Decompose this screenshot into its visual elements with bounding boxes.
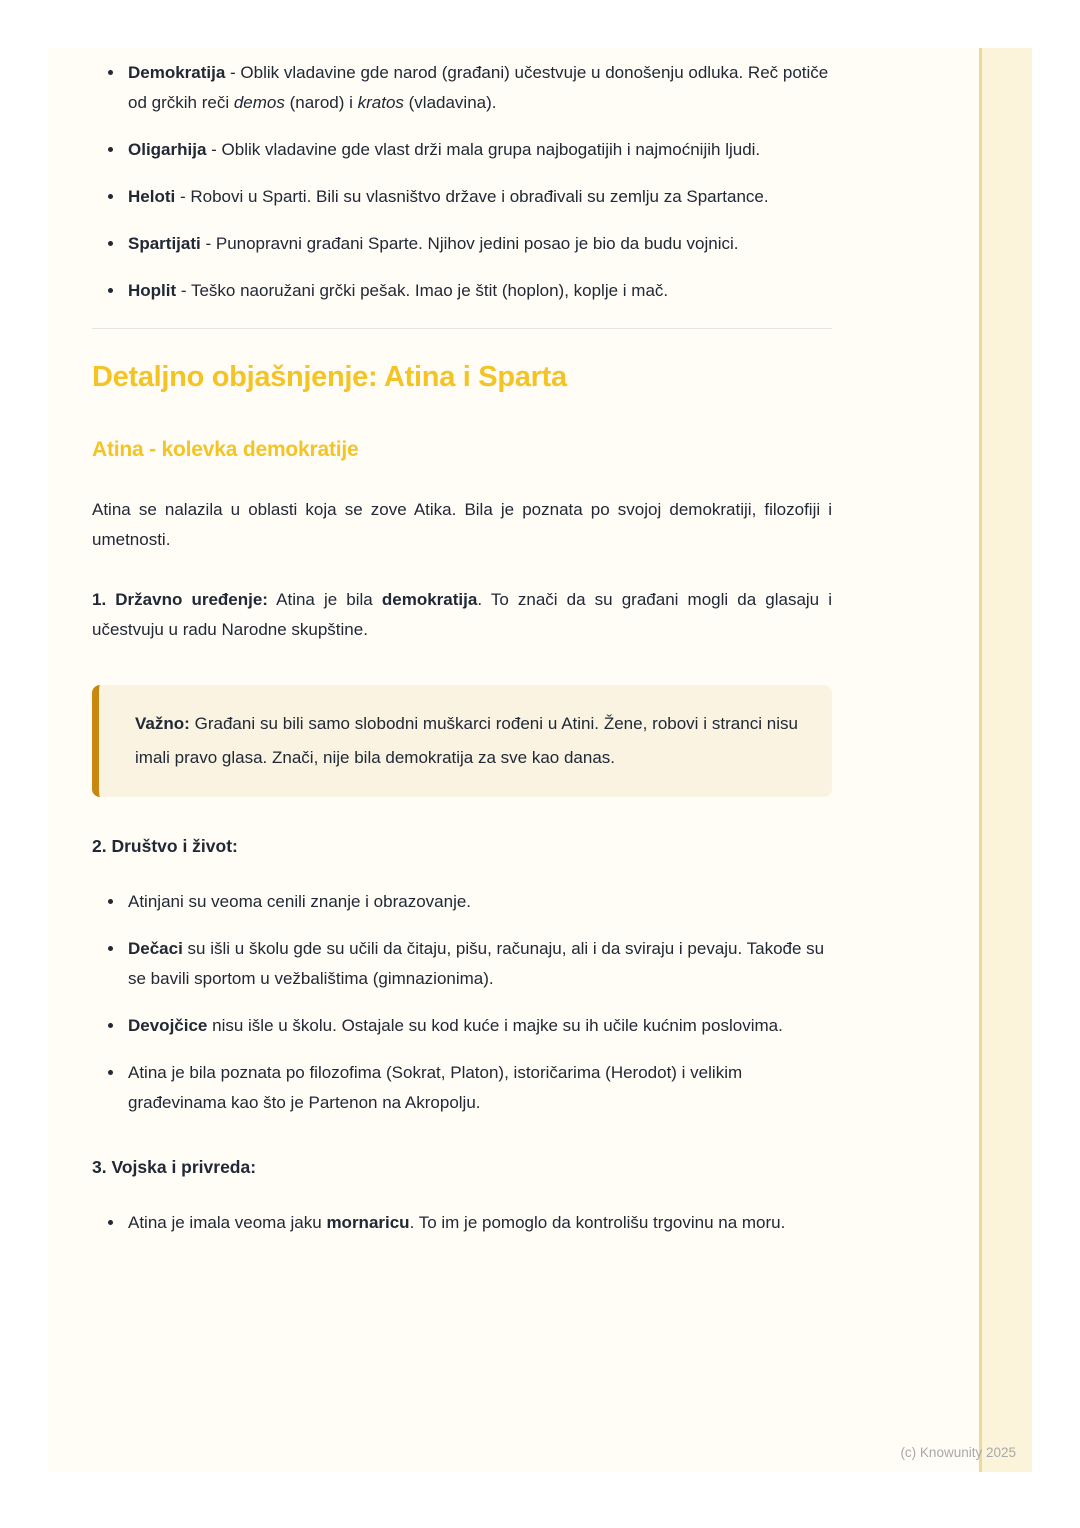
important-callout (92, 685, 832, 797)
list-item: • Heloti - Robovi u Sparti. Bili su vlasništvo države i obrađivali su zemlju za Spartance. (125, 182, 832, 212)
page-edge-stripe (979, 48, 1032, 1472)
list-item: • Spartijati - Punopravni građani Sparte. Njihov jedini posao je bio da budu vojnici. (125, 229, 832, 259)
section-title: Detaljno objašnjenje: Atina i Sparta (92, 361, 567, 393)
government-paragraph: 1. Državno uređenje: Atina je bila demokratija. To znači da su građani mogli da glasaju i učestvuju u radu Narodne skupštine. (92, 590, 832, 639)
athens-subtitle: Atina - kolevka demokratije (92, 438, 359, 461)
society-heading: 2. Društvo i život: (92, 836, 238, 856)
section-divider (92, 328, 832, 329)
copyright-footer: (c) Knowunity 2025 (900, 1445, 1016, 1460)
callout-text: Važno: Građani su bili samo slobodni muškarci rođeni u Atini. Žene, robovi i stranci nisu imali pravo glasa. Znači, nije bila demokratija za sve kao danas. (135, 714, 798, 767)
list-item: • Atina je imala veoma jaku mornaricu. To im je pomoglo da kontrolišu trgovinu na moru. (125, 1208, 832, 1238)
list-item: • Atinjani su veoma cenili znanje i obrazovanje. (125, 887, 832, 917)
athens-intro-paragraph: Atina se nalazila u oblasti koja se zove Atika. Bila je poznata po svojoj demokratiji, filozofiji i umetnosti. (92, 500, 832, 549)
society-list (92, 887, 832, 1118)
page-content (48, 48, 832, 1238)
glossary-list (92, 58, 832, 306)
list-item: • Atina je bila poznata po filozofima (Sokrat, Platon), istoričarima (Herodot) i velikim građevinama kao što je Partenon na Akropolju. (125, 1058, 832, 1118)
list-item: • Dečaci su išli u školu gde su učili da čitaju, pišu, računaju, ali i da sviraju i pevaju. Takođe su se bavili sportom u vežbalištima (gimnazionima). (125, 934, 832, 994)
military-list (92, 1208, 832, 1238)
list-item: • Hoplit - Teško naoružani grčki pešak. Imao je štit (hoplon), koplje i mač. (125, 276, 832, 306)
list-item: • Oligarhija - Oblik vladavine gde vlast drži mala grupa najbogatijih i najmoćnijih ljudi. (125, 135, 832, 165)
military-heading: 3. Vojska i privreda: (92, 1157, 257, 1177)
list-item: • Devojčice nisu išle u školu. Ostajale su kod kuće i majke su ih učile kućnim poslovima. (125, 1011, 832, 1041)
document-page (48, 48, 1032, 1472)
list-item: • Demokratija - Oblik vladavine gde narod (građani) učestvuje u donošenju odluka. Reč potiče od grčkih reči demos (narod) i kratos (vladavina). (125, 58, 832, 118)
